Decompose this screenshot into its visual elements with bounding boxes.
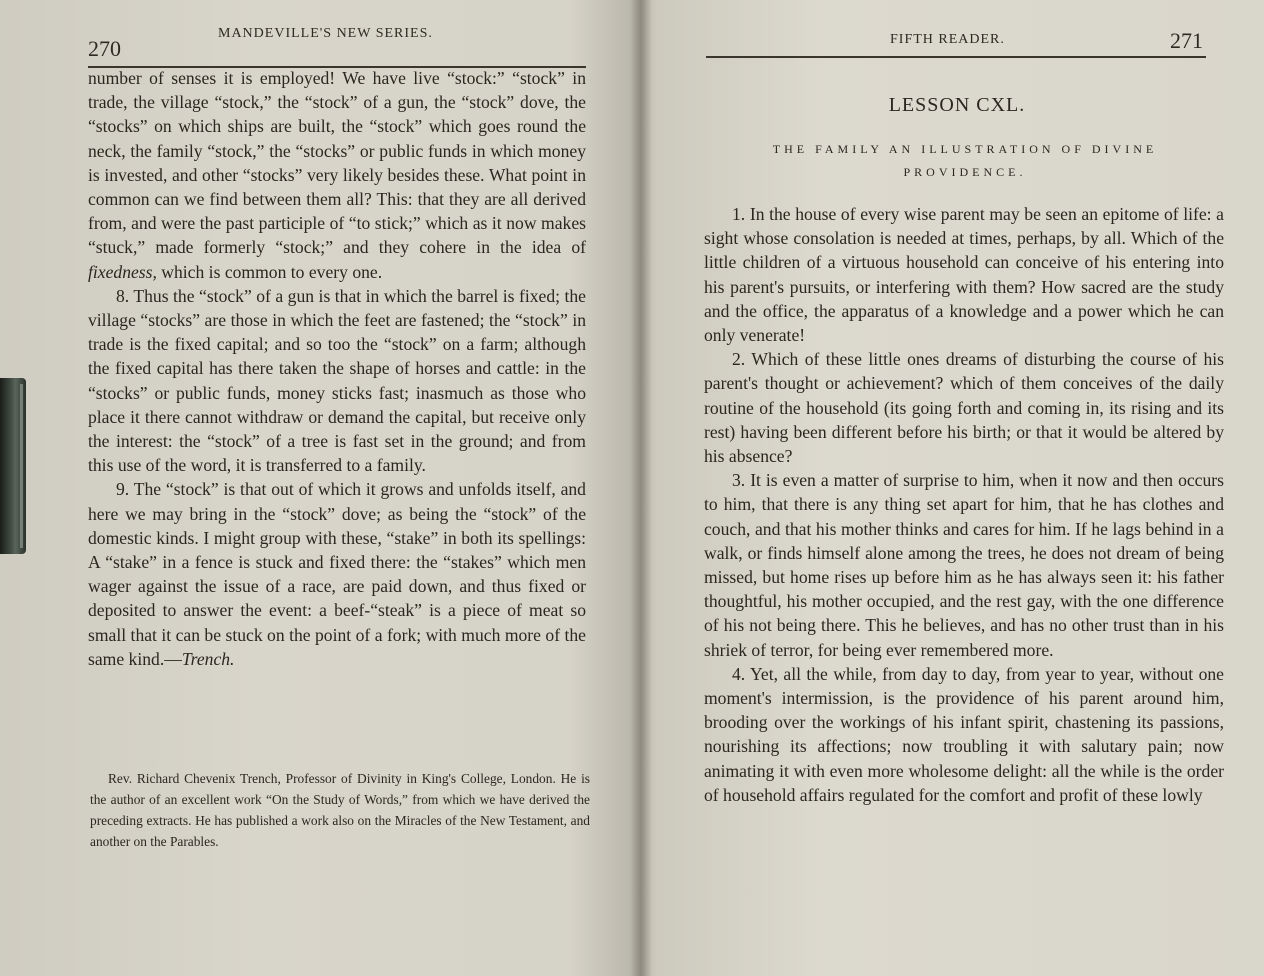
para-number: 3. xyxy=(732,470,746,491)
lesson-subtitle xyxy=(710,138,1220,184)
para-number: 4. xyxy=(732,663,746,684)
para-number: 2. xyxy=(732,349,746,370)
book-spine xyxy=(630,0,652,976)
right-para-2-text: Which of these little ones dreams of disturbing the course of his parent's thought or achievement? which of them conceives of the daily routine of the household (its going forth and coming in, its rising and its rest) having been different before his birth; or that it would be altered by his absence? xyxy=(704,349,1224,467)
right-page-number: 271 xyxy=(1170,28,1203,53)
left-para-3-text: The “stock” is that out of which it grows and unfolds itself, and here we may bring in the “stock” dove; as being the “stock” of the domestic kinds. I might group with these, “stake” in both its spellings: A “stake” in a fence is stuck and fixed there: the “stakes” which men wager against the issue of a race, are paid down, and thus fixed or deposited to answer the event: a beef-“steak” is a piece of meat so small that it can be stuck on the point of a fork; with much more of the same kind.— xyxy=(88,479,586,669)
right-paragraph-3 xyxy=(704,468,1224,662)
left-para-1-tail: which is common to every one. xyxy=(156,261,383,282)
lesson-title: LESSON CXL. xyxy=(888,94,1026,116)
left-paragraph-9 xyxy=(88,477,586,671)
right-header-rule xyxy=(706,56,1206,58)
right-para-1-text: In the house of every wise parent may be seen an epitome of life: a sight whose consolation is needed at times, perhaps, by all. Which of the little children of a virtuous household can conceive of his entering into his parent's pursuits, or interfering with them? How sacred are the study and the office, the apparatus of a knowledge and a power which he can only venerate! xyxy=(704,204,1224,346)
left-paragraph-7-continued xyxy=(88,66,586,284)
footnote-text: Rev. Richard Chevenix Trench, Professor of Divinity in King's College, London. He is the author of an excellent work “On the Study of Words,” from which we have derived the preceding extracts. He has published a work also on the Miracles of the New Testament, and another on the Parables. xyxy=(90,771,590,849)
right-paragraph-4 xyxy=(704,662,1224,807)
para-number: 1. xyxy=(732,204,746,224)
left-page-number: 270 xyxy=(88,36,121,61)
right-para-3-text: It is even a matter of surprise to him, when it now and then occurs to him, that there is any thing set apart for him, that he has clothes and couch, and that his mother thinks and cares for him. If he lags behind in a walk, or finds himself alone among the trees, he does not dream of being missed, but home rises up before him as he has always seen it: his father thoughtful, his mother occupied, and the rest gay, with the one difference of his not being there. This he believes, and has no other trust than in his shriek of terror, for being ever remembered more. xyxy=(704,470,1224,660)
left-para-1-text: number of senses it is employed! We have live “stock:” “stock” in trade, the village “stock,” the “stock” of a gun, the “stock” dove, the “stocks” on which ships are built, the “stock” which goes round the neck, the family “stock,” the “stocks” or public funds in which money is invested, and other “stocks” very likely besides these. What point in common can we find between them all? This: that they are all derived from, and were the past participle of “to stick;” which as it now makes “stuck,” made formerly “stock;” and they cohere in the idea of xyxy=(88,68,586,258)
right-paragraph-1 xyxy=(704,202,1224,347)
para-number: 9. xyxy=(116,479,130,500)
right-paragraph-2 xyxy=(704,347,1224,468)
left-body-text xyxy=(88,66,586,671)
right-page xyxy=(650,0,1264,976)
right-running-title: FIFTH READER. xyxy=(890,32,1005,47)
left-running-title: MANDEVILLE'S NEW SERIES. xyxy=(218,26,433,41)
right-body-text xyxy=(704,202,1224,807)
left-para-3-italic: Trench. xyxy=(181,648,235,669)
lesson-subtitle-line-2: PROVIDENCE. xyxy=(903,165,1027,179)
left-para-2-text: Thus the “stock” of a gun is that in which the barrel is fixed; the village “stocks” are those in which the feet are fastened; the “stock” in trade is the fixed capital; and so too the “stock” on a farm; although the fixed capital has there taken the shape of horses and cattle: in the “stocks” or public funds, money sticks fast; inasmuch as those who place it there cannot withdraw or demand the capital, but receive only the interest: the “stock” of a tree is fast set in the ground; and from this use of the word, it is transferred to a family. xyxy=(88,285,586,476)
left-paragraph-8 xyxy=(88,284,586,478)
para-number: 8. xyxy=(116,285,130,306)
left-footnote xyxy=(90,768,590,852)
left-para-1-italic: fixedness, xyxy=(88,261,157,282)
lesson-subtitle-line-1: THE FAMILY AN ILLUSTRATION OF DIVINE xyxy=(772,142,1158,156)
right-para-4-text: Yet, all the while, from day to day, from year to year, without one moment's intermission, is the providence of his parent around him, brooding over the workings of his infant spirit, chastening its passions, nourishing its affections; now troubling it with salutary pain; now animating it with even more wholesome delight: all the while is the order of household affairs regulated for the comfort and profit of these lowly xyxy=(704,663,1224,805)
